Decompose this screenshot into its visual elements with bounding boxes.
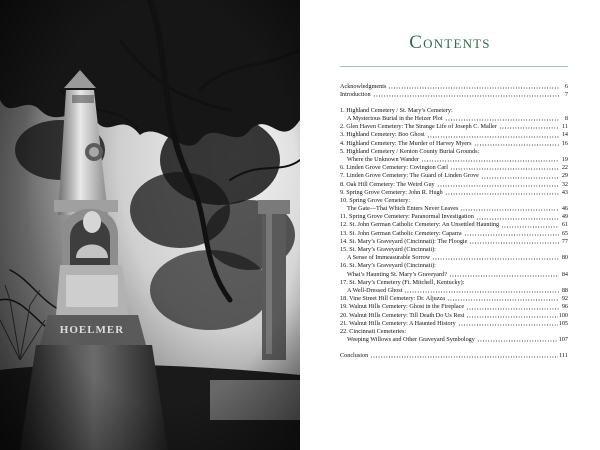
- toc-entry-title: What’s Haunting St. Mary’s Graveyard?: [347, 270, 447, 278]
- toc-entry: [340, 181, 568, 189]
- toc-page-number: 111: [559, 351, 568, 359]
- toc-entry-title: 21. Walnut Hills Cemetery: A Haunted History: [340, 319, 456, 327]
- toc-entry-title: 4. Highland Cemetery: The Murder of Harvey Myers: [340, 139, 472, 147]
- toc-page-number: 105: [558, 319, 568, 327]
- toc-entry-title: The Gate—That Which Enters Never Leaves: [347, 205, 459, 213]
- toc-entry: [340, 254, 568, 262]
- toc-leader-dots: [449, 272, 559, 278]
- toc-entry: [340, 295, 568, 303]
- toc-entry: [340, 107, 568, 115]
- contents-page: [300, 0, 600, 450]
- toc-entry-title: 12. St. John German Catholic Cemetery: An Unsettled Haunting: [340, 221, 500, 229]
- toc-page-number: 80: [561, 254, 568, 262]
- toc-page-number: 96: [561, 303, 568, 311]
- toc-entry: [340, 238, 568, 246]
- toc-entry-title: 6. Linden Grove Cemetery: Covington Carl: [340, 164, 448, 172]
- toc-page-number: 14: [561, 131, 568, 139]
- toc-entry: [340, 246, 568, 254]
- toc-leader-dots: [464, 231, 559, 237]
- toc-entry: [340, 303, 568, 311]
- toc-leader-dots: [445, 116, 559, 122]
- toc-entry-title: Acknowledgments: [340, 82, 387, 90]
- toc-leader-dots: [458, 321, 558, 327]
- toc-leader-dots: [437, 182, 559, 188]
- toc-entry: [340, 271, 568, 279]
- toc-entry: [340, 230, 568, 238]
- toc-entry-title: 22. Cincinnati Cemeteries:: [340, 327, 407, 335]
- toc-entry: [340, 172, 568, 180]
- toc-page-number: 16: [561, 139, 568, 147]
- toc-entry: [340, 189, 568, 197]
- toc-page-number: 43: [561, 188, 568, 196]
- toc-entry-title: 9. Spring Grove Cemetery: John R. Hugh: [340, 188, 443, 196]
- toc-leader-dots: [474, 141, 559, 147]
- toc-entry-title: 17. St. Mary’s Cemetery (Ft. Mitchell, Kentucky):: [340, 278, 465, 286]
- toc-leader-dots: [469, 239, 559, 245]
- toc-entry: [340, 336, 568, 344]
- toc-entry-title: Introduction: [340, 91, 371, 99]
- toc-entry: [340, 262, 568, 270]
- toc-entry: [340, 91, 568, 99]
- toc-page-number: 46: [561, 205, 568, 213]
- toc-leader-dots: [404, 288, 559, 294]
- toc-leader-dots: [460, 206, 559, 212]
- toc-page-number: 8: [564, 115, 568, 123]
- toc-entry-title: 3. Highland Cemetery: Boo Ghost: [340, 131, 425, 139]
- toc-leader-dots: [388, 84, 559, 90]
- toc-entry-title: 14. St. Mary’s Graveyard (Cincinnati): The Floogie: [340, 237, 468, 245]
- toc-page-number: 49: [561, 213, 568, 221]
- toc-entry: [340, 131, 568, 139]
- toc-page-number: 6: [564, 82, 568, 90]
- toc-page-number: 19: [561, 155, 568, 163]
- toc-leader-dots: [450, 165, 559, 171]
- toc-entry: [340, 352, 568, 360]
- toc-entry: [340, 222, 568, 230]
- toc-entry-title: 11. Spring Grove Cemetery: Paranormal Investigation: [340, 213, 474, 221]
- toc-entry: [340, 140, 568, 148]
- page-title: Contents: [409, 32, 491, 53]
- toc-page-number: 7: [564, 91, 568, 99]
- toc-entry-title: 8. Oak Hill Cemetery: The Weird Guy: [340, 180, 435, 188]
- toc-entry-title: Conclusion: [340, 351, 369, 359]
- toc-page-number: 22: [561, 164, 568, 172]
- toc-entry: [340, 123, 568, 131]
- toc-entry: [340, 287, 568, 295]
- toc-entry-title: Where the Unknown Wander: [347, 155, 420, 163]
- toc-page-number: 11: [562, 123, 568, 131]
- toc-leader-dots: [499, 124, 559, 130]
- toc-entry: [340, 213, 568, 221]
- toc-leader-dots: [427, 133, 559, 139]
- toc-entry: [340, 83, 568, 91]
- toc-leader-dots: [501, 223, 559, 229]
- toc-entry-title: 15. St. Mary’s Graveyard (Cincinnati):: [340, 246, 436, 254]
- toc-entry-title: 7. Linden Grove Cemetery: The Guard of Linden Grove: [340, 172, 479, 180]
- toc-leader-dots: [445, 190, 559, 196]
- toc-leader-dots: [466, 305, 559, 311]
- toc-entry-title: 19. Walnut Hills Cemetery: Ghost in the Fireplace: [340, 303, 465, 311]
- toc-leader-dots: [477, 337, 558, 343]
- toc-entry-title: 20. Walnut Hills Cemetery: Till Death Do Us Rest: [340, 311, 465, 319]
- toc-leader-dots: [481, 174, 559, 180]
- toc-page-number: 84: [561, 270, 568, 278]
- toc-page-number: 100: [558, 311, 568, 319]
- toc-entry-title: Weeping Willows and Other Graveyard Symbology: [347, 336, 475, 344]
- toc-entry: [340, 115, 568, 123]
- toc-page-number: 61: [561, 221, 568, 229]
- toc-entry-title: 2. Glen Haven Cemetery: The Strange Life of Joseph C. Maller: [340, 123, 497, 131]
- toc-entry-title: A Sense of Immeasurable Sorrow: [347, 254, 431, 262]
- toc-page-number: 107: [558, 336, 568, 344]
- toc-page-number: 77: [561, 237, 568, 245]
- toc-entry: [340, 205, 568, 213]
- toc-entry: [340, 312, 568, 320]
- toc-entry: [340, 164, 568, 172]
- toc-page-number: 88: [561, 286, 568, 294]
- toc-entry: [340, 328, 568, 336]
- toc-leader-dots: [447, 296, 559, 302]
- toc-entry-title: 10. Spring Grove Cemetery:: [340, 196, 411, 204]
- toc-leader-dots: [432, 255, 559, 261]
- toc-leader-dots: [466, 313, 557, 319]
- toc-page-number: 65: [561, 229, 568, 237]
- toc-entry-title: 5. Highland Cemetery / Kenton County Burial Grounds:: [340, 147, 480, 155]
- toc-page-number: 32: [561, 180, 568, 188]
- toc-entry-title: 13. St. John German Catholic Cemetery: Caparra: [340, 229, 462, 237]
- toc-entry-title: 16. St. Mary’s Graveyard (Cincinnati):: [340, 262, 436, 270]
- toc-leader-dots: [421, 157, 559, 163]
- toc-leader-dots: [476, 215, 559, 221]
- toc-entry-title: 1. Highland Cemetery / St. Mary’s Cemetery:: [340, 106, 453, 114]
- toc-entry-title: 18. Vine Street Hill Cemetery: Dr. Aljuzza: [340, 295, 446, 303]
- toc-entry: [340, 148, 568, 156]
- toc-leader-dots: [373, 92, 559, 98]
- toc-entry: [340, 156, 568, 164]
- toc-entry: [340, 320, 568, 328]
- toc-page-number: 29: [561, 172, 568, 180]
- toc-entry-title: A Well-Dressed Ghost: [347, 286, 403, 294]
- toc-entry: [340, 279, 568, 287]
- title-divider: [340, 66, 568, 67]
- toc-entry-title: A Mysterious Burial in the Heizer Plot: [347, 115, 443, 123]
- toc-leader-dots: [370, 353, 558, 359]
- table-of-contents: [340, 83, 568, 360]
- toc-entry: [340, 197, 568, 205]
- toc-page-number: 92: [561, 295, 568, 303]
